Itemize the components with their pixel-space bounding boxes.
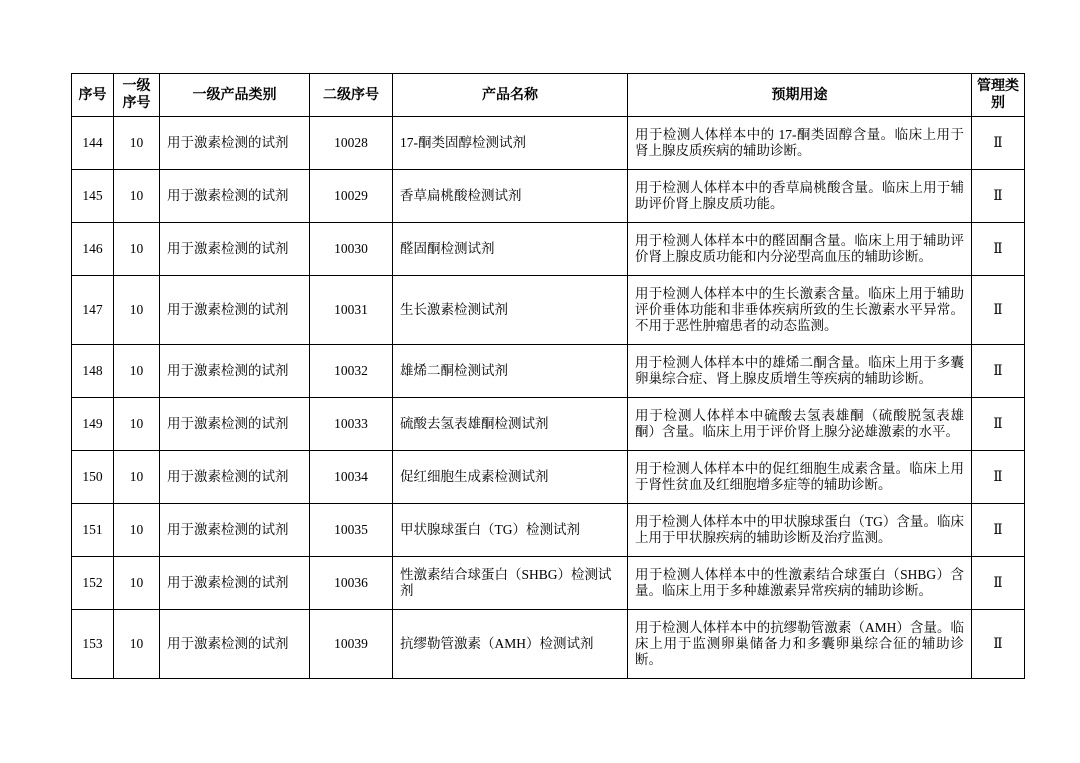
cell-level1-no: 10: [114, 504, 160, 557]
cell-intended-use: 用于检测人体样本中的雄烯二酮含量。临床上用于多囊卵巢综合症、肾上腺皮质增生等疾病的辅助诊断。: [628, 345, 972, 398]
cell-seq: 146: [72, 223, 114, 276]
table-row: [72, 170, 1025, 223]
cell-product-name: 硫酸去氢表雄酮检测试剂: [393, 398, 628, 451]
table-row: [72, 610, 1025, 679]
header-product-name: 产品名称: [393, 74, 628, 117]
cell-mgmt-class: Ⅱ: [972, 117, 1025, 170]
header-intended-use: 预期用途: [628, 74, 972, 117]
table-row: [72, 398, 1025, 451]
header-level1-no: 一级序号: [114, 74, 160, 117]
cell-seq: 148: [72, 345, 114, 398]
cell-mgmt-class: Ⅱ: [972, 398, 1025, 451]
cell-level1-no: 10: [114, 557, 160, 610]
cell-level1-no: 10: [114, 276, 160, 345]
cell-level2-no: 10034: [310, 451, 393, 504]
cell-product-name: 醛固酮检测试剂: [393, 223, 628, 276]
cell-level2-no: 10039: [310, 610, 393, 679]
cell-mgmt-class: Ⅱ: [972, 223, 1025, 276]
cell-seq: 152: [72, 557, 114, 610]
cell-intended-use: 用于检测人体样本中的促红细胞生成素含量。临床上用于肾性贫血及红细胞增多症等的辅助诊断。: [628, 451, 972, 504]
cell-level2-no: 10030: [310, 223, 393, 276]
cell-product-name: 生长激素检测试剂: [393, 276, 628, 345]
header-seq: 序号: [72, 74, 114, 117]
cell-level2-no: 10033: [310, 398, 393, 451]
cell-seq: 151: [72, 504, 114, 557]
cell-category: 用于激素检测的试剂: [160, 345, 310, 398]
cell-intended-use: 用于检测人体样本中的抗缪勒管激素（AMH）含量。临床上用于监测卵巢储备力和多囊卵巢综合征的辅助诊断。: [628, 610, 972, 679]
cell-intended-use: 用于检测人体样本中的 17-酮类固醇含量。临床上用于肾上腺皮质疾病的辅助诊断。: [628, 117, 972, 170]
table-row: [72, 504, 1025, 557]
cell-intended-use: 用于检测人体样本中的生长激素含量。临床上用于辅助评价垂体功能和非垂体疾病所致的生长激素水平异常。不用于恶性肿瘤患者的动态监测。: [628, 276, 972, 345]
cell-level1-no: 10: [114, 117, 160, 170]
cell-category: 用于激素检测的试剂: [160, 117, 310, 170]
cell-product-name: 17-酮类固醇检测试剂: [393, 117, 628, 170]
cell-level2-no: 10035: [310, 504, 393, 557]
table-body: [72, 117, 1025, 679]
table-row: [72, 223, 1025, 276]
cell-category: 用于激素检测的试剂: [160, 276, 310, 345]
cell-category: 用于激素检测的试剂: [160, 451, 310, 504]
cell-intended-use: 用于检测人体样本中的醛固酮含量。临床上用于辅助评价肾上腺皮质功能和内分泌型高血压的辅助诊断。: [628, 223, 972, 276]
cell-level2-no: 10032: [310, 345, 393, 398]
cell-product-name: 香草扁桃酸检测试剂: [393, 170, 628, 223]
header-category: 一级产品类别: [160, 74, 310, 117]
cell-level1-no: 10: [114, 170, 160, 223]
cell-level2-no: 10031: [310, 276, 393, 345]
cell-intended-use: 用于检测人体样本中的香草扁桃酸含量。临床上用于辅助评价肾上腺皮质功能。: [628, 170, 972, 223]
cell-seq: 147: [72, 276, 114, 345]
table-row: [72, 117, 1025, 170]
cell-product-name: 抗缪勒管激素（AMH）检测试剂: [393, 610, 628, 679]
cell-level1-no: 10: [114, 398, 160, 451]
table-row: [72, 345, 1025, 398]
cell-mgmt-class: Ⅱ: [972, 276, 1025, 345]
cell-category: 用于激素检测的试剂: [160, 557, 310, 610]
cell-mgmt-class: Ⅱ: [972, 345, 1025, 398]
cell-product-name: 性激素结合球蛋白（SHBG）检测试剂: [393, 557, 628, 610]
table-row: [72, 557, 1025, 610]
table-row: [72, 451, 1025, 504]
cell-product-name: 促红细胞生成素检测试剂: [393, 451, 628, 504]
cell-level2-no: 10028: [310, 117, 393, 170]
cell-category: 用于激素检测的试剂: [160, 504, 310, 557]
cell-level2-no: 10029: [310, 170, 393, 223]
cell-product-name: 雄烯二酮检测试剂: [393, 345, 628, 398]
cell-seq: 153: [72, 610, 114, 679]
cell-product-name: 甲状腺球蛋白（TG）检测试剂: [393, 504, 628, 557]
cell-category: 用于激素检测的试剂: [160, 170, 310, 223]
cell-seq: 150: [72, 451, 114, 504]
cell-intended-use: 用于检测人体样本中硫酸去氢表雄酮（硫酸脱氢表雄酮）含量。临床上用于评价肾上腺分泌雄激素的水平。: [628, 398, 972, 451]
cell-seq: 144: [72, 117, 114, 170]
product-classification-table: [71, 73, 1025, 679]
cell-intended-use: 用于检测人体样本中的甲状腺球蛋白（TG）含量。临床上用于甲状腺疾病的辅助诊断及治疗监测。: [628, 504, 972, 557]
cell-mgmt-class: Ⅱ: [972, 557, 1025, 610]
cell-category: 用于激素检测的试剂: [160, 223, 310, 276]
cell-mgmt-class: Ⅱ: [972, 451, 1025, 504]
cell-category: 用于激素检测的试剂: [160, 610, 310, 679]
cell-level2-no: 10036: [310, 557, 393, 610]
table-header-row: [72, 74, 1025, 117]
header-level2-no: 二级序号: [310, 74, 393, 117]
cell-mgmt-class: Ⅱ: [972, 170, 1025, 223]
cell-level1-no: 10: [114, 345, 160, 398]
cell-mgmt-class: Ⅱ: [972, 610, 1025, 679]
cell-seq: 145: [72, 170, 114, 223]
cell-intended-use: 用于检测人体样本中的性激素结合球蛋白（SHBG）含量。临床上用于多种雄激素异常疾病的辅助诊断。: [628, 557, 972, 610]
cell-level1-no: 10: [114, 223, 160, 276]
table-row: [72, 276, 1025, 345]
cell-mgmt-class: Ⅱ: [972, 504, 1025, 557]
cell-level1-no: 10: [114, 610, 160, 679]
cell-category: 用于激素检测的试剂: [160, 398, 310, 451]
cell-seq: 149: [72, 398, 114, 451]
cell-level1-no: 10: [114, 451, 160, 504]
header-mgmt-class: 管理类别: [972, 74, 1025, 117]
